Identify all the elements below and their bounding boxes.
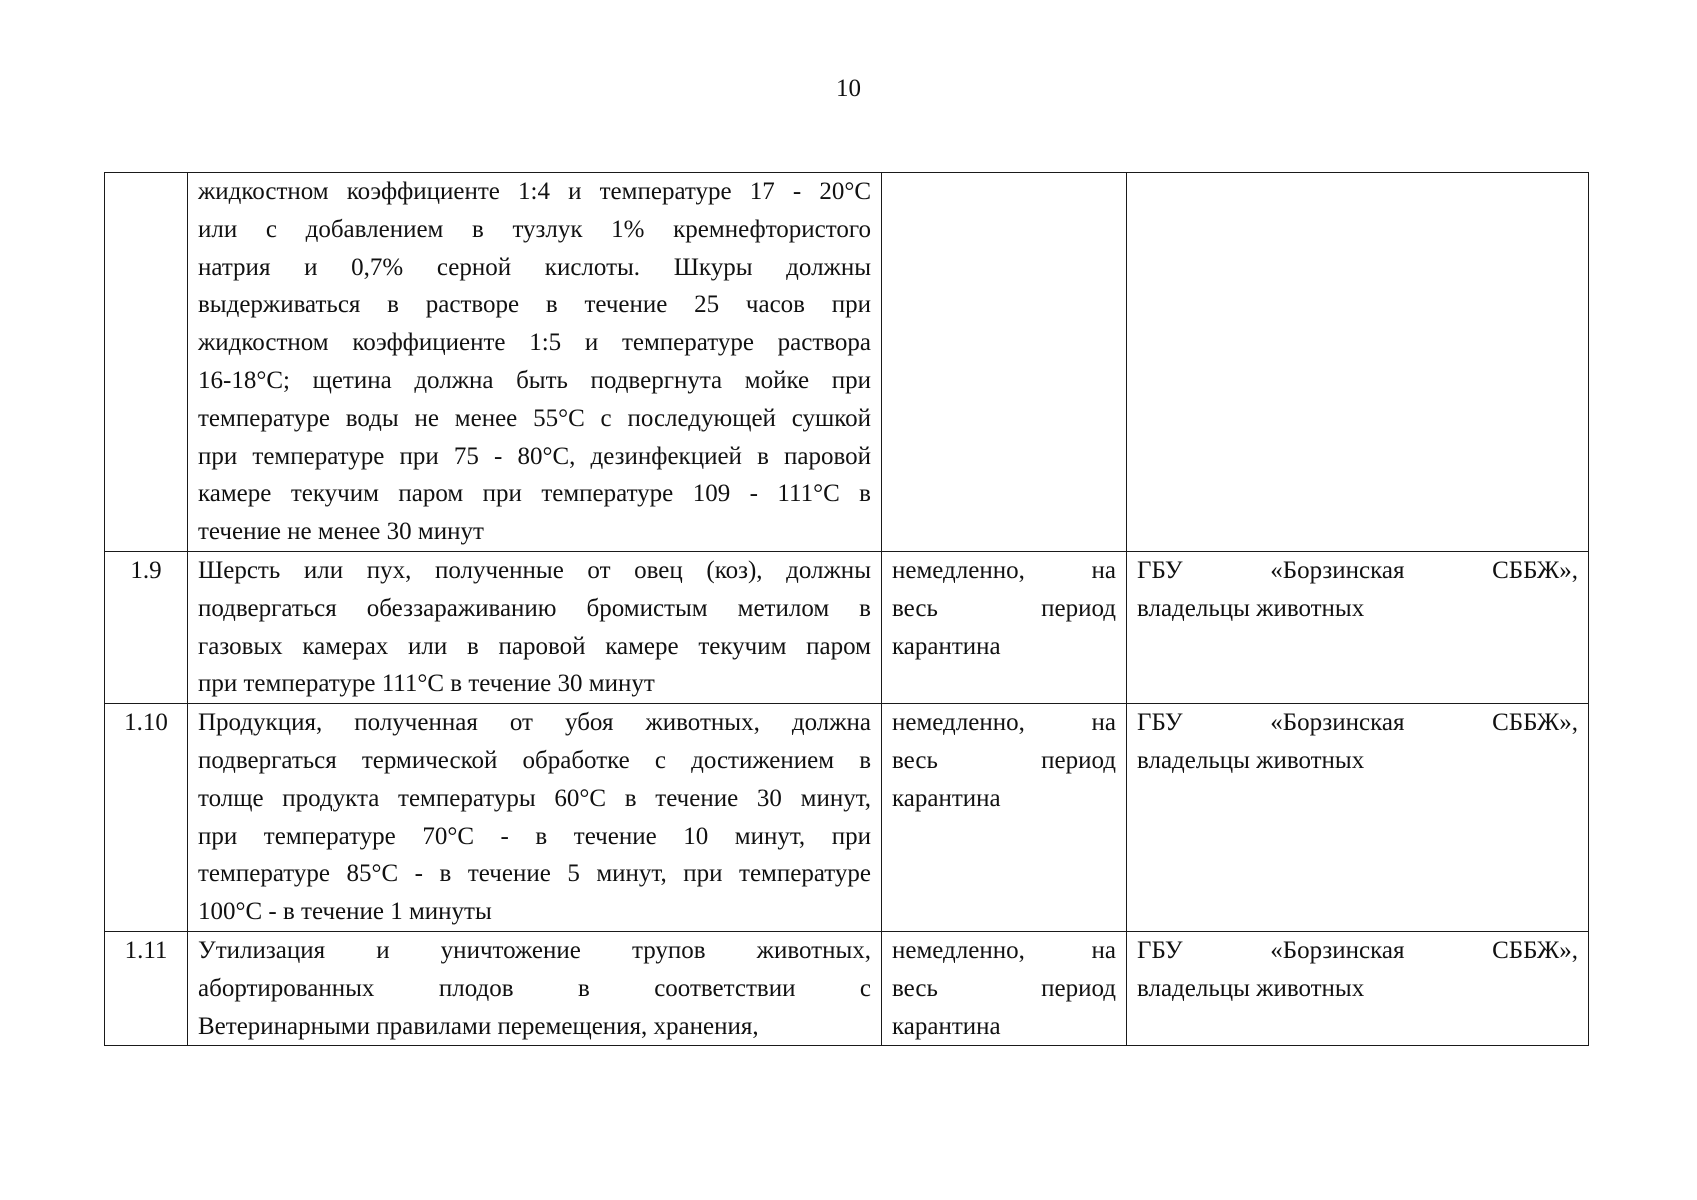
measure-cell [188, 704, 882, 932]
text-line: жидкостном коэффициенте 1:5 и температуре раствора [198, 329, 871, 357]
responsible-cell [1127, 931, 1589, 1045]
measure-cell [188, 931, 882, 1045]
term-cell [882, 173, 1127, 552]
text-line: владельцы животных [1137, 594, 1365, 622]
text-line: температуре воды не менее 55°С с последующей сушкой [198, 404, 871, 432]
table-row [105, 173, 1589, 552]
text-line: подвергаться термической обработке с достижением в [198, 746, 871, 774]
text-line: газовых камерах или в паровой камере текучим паром [198, 632, 871, 660]
text-line: весь период [892, 974, 1116, 1002]
measure-cell [188, 173, 882, 552]
text-line: Утилизация и уничтожение трупов животных, [198, 936, 871, 964]
row-number: 1.10 [105, 704, 188, 932]
text-line: ГБУ «Борзинская СББЖ», [1137, 936, 1578, 964]
responsible-cell [1127, 704, 1589, 932]
row-number: 1.11 [105, 931, 188, 1045]
text-line: ГБУ «Борзинская СББЖ», [1137, 709, 1578, 737]
text-line: Ветеринарными правилами перемещения, хранения, [198, 1012, 759, 1040]
responsible-cell [1127, 173, 1589, 552]
measures-table [104, 172, 1589, 1046]
responsible-cell [1127, 551, 1589, 703]
text-line: 16-18°С; щетина должна быть подвергнута мойке при [198, 366, 871, 394]
text-line: или с добавлением в тузлук 1% кремнефтористого [198, 215, 871, 243]
text-line: весь период [892, 746, 1116, 774]
text-line: абортированных плодов в соответствии с [198, 974, 871, 1002]
text-line: Продукция, полученная от убоя животных, должна [198, 709, 871, 737]
text-line: ГБУ «Борзинская СББЖ», [1137, 556, 1578, 584]
text-line: натрия и 0,7% серной кислоты. Шкуры должны [198, 253, 871, 281]
text-line: температуре 85°С - в течение 5 минут, при температуре [198, 860, 871, 888]
text-line: немедленно, на [892, 709, 1116, 737]
text-line: при температуре 111°С в течение 30 минут [198, 670, 655, 698]
table-row [105, 704, 1589, 932]
text-line: весь период [892, 594, 1116, 622]
text-line: карантина [892, 632, 1001, 660]
text-line: немедленно, на [892, 556, 1116, 584]
row-number: 1.9 [105, 551, 188, 703]
text-line: течение не менее 30 минут [198, 518, 484, 546]
text-line: владельцы животных [1137, 746, 1365, 774]
text-line: при температуре при 75 - 80°С, дезинфекцией в паровой [198, 442, 871, 470]
text-line: немедленно, на [892, 936, 1116, 964]
text-line: толще продукта температуры 60°С в течение 30 минут, [198, 784, 871, 812]
text-line: 100°С - в течение 1 минуты [198, 898, 492, 926]
term-cell [882, 704, 1127, 932]
text-line: подвергаться обеззараживанию бромистым метилом в [198, 594, 871, 622]
table-row [105, 931, 1589, 1045]
text-line: Шерсть или пух, полученные от овец (коз), должны [198, 556, 871, 584]
text-line: карантина [892, 784, 1001, 812]
measure-cell [188, 551, 882, 703]
text-line: жидкостном коэффициенте 1:4 и температуре 17 - 20°С [198, 178, 871, 205]
text-line: владельцы животных [1137, 974, 1365, 1002]
text-line: выдерживаться в растворе в течение 25 часов при [198, 291, 871, 319]
row-number [105, 173, 188, 552]
term-cell [882, 931, 1127, 1045]
table-row [105, 551, 1589, 703]
page-number: 10 [836, 75, 861, 102]
text-line: камере текучим паром при температуре 109 - 111°С в [198, 480, 871, 508]
term-cell [882, 551, 1127, 703]
text-line: при температуре 70°С - в течение 10 минут, при [198, 822, 871, 850]
text-line: карантина [892, 1012, 1001, 1040]
